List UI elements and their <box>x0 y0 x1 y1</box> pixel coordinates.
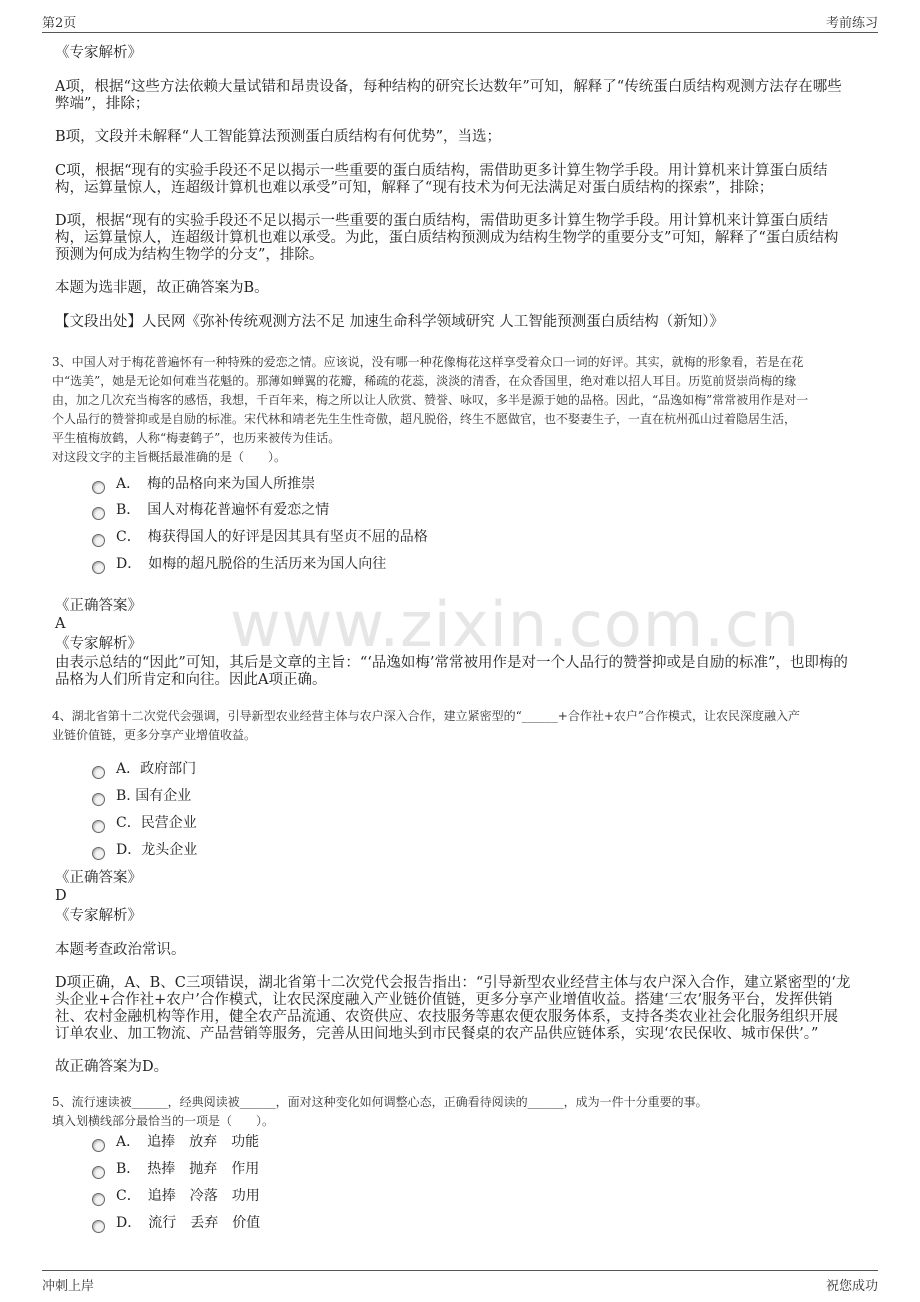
radio-icon[interactable] <box>92 1220 105 1233</box>
q4-topic: 本题考查政治常识。 <box>55 942 186 958</box>
q4-answer-label: 《正确答案》 <box>55 870 142 886</box>
q3-answer-label: 《正确答案》 <box>55 598 142 614</box>
q3-answer: A <box>55 616 66 632</box>
radio-icon[interactable] <box>92 766 105 779</box>
radio-icon[interactable] <box>92 820 105 833</box>
page-footer <box>42 1270 878 1293</box>
header-title: 考前练习 <box>825 16 878 31</box>
q2-source: 【文段出处】人民网《弥补传统观测方法不足 加速生命科学领域研究 人工智能预测蛋白质结构（新知）》 <box>55 314 724 330</box>
q4-conclusion: 故正确答案为D。 <box>55 1059 169 1075</box>
q3-expert-label: 《专家解析》 <box>55 636 142 652</box>
q3-option-d[interactable]: D． 如梅的超凡脱俗的生活历来为国人向往 <box>116 556 386 573</box>
q3-stem: 3、中国人对于梅花普遍怀有一种特殊的爱恋之情。应该说，没有哪一种花像梅花这样享受着众口一词的好评。其实，就梅的形象看，若是在花 中“选美”，她是无论如何难当花魁的。那薄如蝉翼的花瓣，稀疏的花蕊，淡淡的清香，在众香国里，绝对难以招人耳目。历览前贤崇尚梅的缘 由，加之几次充当梅客的感悟，我想，千百年来，梅之所以让人欣赏、赞誉、咏叹，多半是源于她的品格。因此，“品逸如梅”常常被用作是对一 个人品行的赞誉抑或是自励的标准。宋代林和靖老先生生性奇傲，超凡脱俗，终生不愿做官，也不娶妻生子，一直在杭州孤山过着隐居生活， 平生植梅放鹤，人称“梅妻鹤子”，也历来被传为佳话。 对这段文字的主旨概括最准确的是（ ）。 <box>52 355 809 464</box>
q5-option-b[interactable]: B． 热捧 抛弃 作用 <box>116 1161 259 1178</box>
radio-icon[interactable] <box>92 847 105 860</box>
q5-stem: 5、流行速读被______，经典阅读被______，面对这种变化如何调整心态，正确看待阅读的______，成为一件十分重要的事。 填入划横线部分最恰当的一项是（ ）。 <box>52 1095 708 1128</box>
radio-icon[interactable] <box>92 1166 105 1179</box>
radio-icon[interactable] <box>92 793 105 806</box>
page-number: 第2页 <box>42 16 77 31</box>
q4-option-d[interactable]: D．龙头企业 <box>116 842 197 859</box>
q2-analysis-a: A项，根据“这些方法依赖大量试错和昂贵设备，每种结构的研究长达数年”可知，解释了“传统蛋白质结构观测方法存在哪些 弊端”，排除； <box>55 79 842 112</box>
radio-icon[interactable] <box>92 534 105 547</box>
footer-right: 祝您成功 <box>825 1279 878 1294</box>
q3-option-b[interactable]: B． 国人对梅花普遍怀有爱恋之情 <box>116 502 329 519</box>
footer-left: 冲刺上岸 <box>42 1279 95 1294</box>
q4-option-c[interactable]: C．民营企业 <box>116 815 197 832</box>
radio-icon[interactable] <box>92 561 105 574</box>
q2-conclusion: 本题为选非题，故正确答案为B。 <box>55 280 269 296</box>
q4-answer: D <box>55 888 67 904</box>
q2-analysis-c: C项，根据“现有的实验手段还不足以揭示一些重要的蛋白质结构，需借助更多计算生物学手段。用计算机来计算蛋白质结 构，运算量惊人，连超级计算机也难以承受”可知，解释了“现有技术为何无法满足对蛋白质结构的探索”，排除； <box>55 163 828 196</box>
watermark: www.zixin.com.cn <box>230 588 801 661</box>
radio-icon[interactable] <box>92 507 105 520</box>
q3-analysis: 由表示总结的“因此”可知，其后是文章的主旨：“‘品逸如梅’常常被用作是对一个人品行的赞誉抑或是自励的标准”，也即梅的 品格为人们所肯定和向往。因此A项正确。 <box>55 655 848 688</box>
q5-option-d[interactable]: D． 流行 丢弃 价值 <box>116 1215 260 1232</box>
q4-stem: 4、湖北省第十二次党代会强调，引导新型农业经营主体与农户深入合作，建立紧密型的“______+合作社+农户”合作模式，让农民深度融入产 业链价值链，更多分享产业增值收益。 <box>52 709 801 742</box>
page-header <box>42 10 878 33</box>
q2-analysis-d: D项，根据“现有的实验手段还不足以揭示一些重要的蛋白质结构，需借助更多计算生物学手段。用计算机来计算蛋白质结 构，运算量惊人，连超级计算机也难以承受。为此，蛋白质结构预测成为结构生物学的重要分支”可知，解释了“蛋白质结构 预测为何成为结构生物学的分支”，排除。 <box>55 213 839 263</box>
radio-icon[interactable] <box>92 1193 105 1206</box>
q4-option-b[interactable]: B. 国有企业 <box>116 788 191 805</box>
q3-option-c[interactable]: C． 梅获得国人的好评是因其具有坚贞不屈的品格 <box>116 529 428 546</box>
q2-analysis-b: B项，文段并未解释“人工智能算法预测蛋白质结构有何优势”，当选； <box>55 129 501 145</box>
q4-analysis: D项正确，A、B、C三项错误，湖北省第十二次党代会报告指出：“引导新型农业经营主体与农户深入合作，建立紧密型的‘龙 头企业+合作社+农户’合作模式，让农民深度融入产业链价值链，更多分享产业增值收益。搭建‘三农’服务平台，发挥供销 社、农村金融机构等作用，健全农产品流通、农资供应、农技服务等惠农便农服务体系，支持各类农业社会化服务组织开展 订单农业、加工物流、产品营销等服务，完善从田间地头到市民餐桌的农产品供应链体系，实现‘农民保收、城市保供’。” <box>55 975 851 1042</box>
q4-expert-label: 《专家解析》 <box>55 908 142 924</box>
radio-icon[interactable] <box>92 481 105 494</box>
q4-option-a[interactable]: A．政府部门 <box>116 761 196 778</box>
q5-option-a[interactable]: A． 追捧 放弃 功能 <box>116 1134 259 1151</box>
radio-icon[interactable] <box>92 1139 105 1152</box>
q2-expert-label: 《专家解析》 <box>55 45 142 61</box>
q3-option-a[interactable]: A． 梅的品格向来为国人所推崇 <box>116 476 315 493</box>
q5-option-c[interactable]: C． 追捧 冷落 功用 <box>116 1188 260 1205</box>
